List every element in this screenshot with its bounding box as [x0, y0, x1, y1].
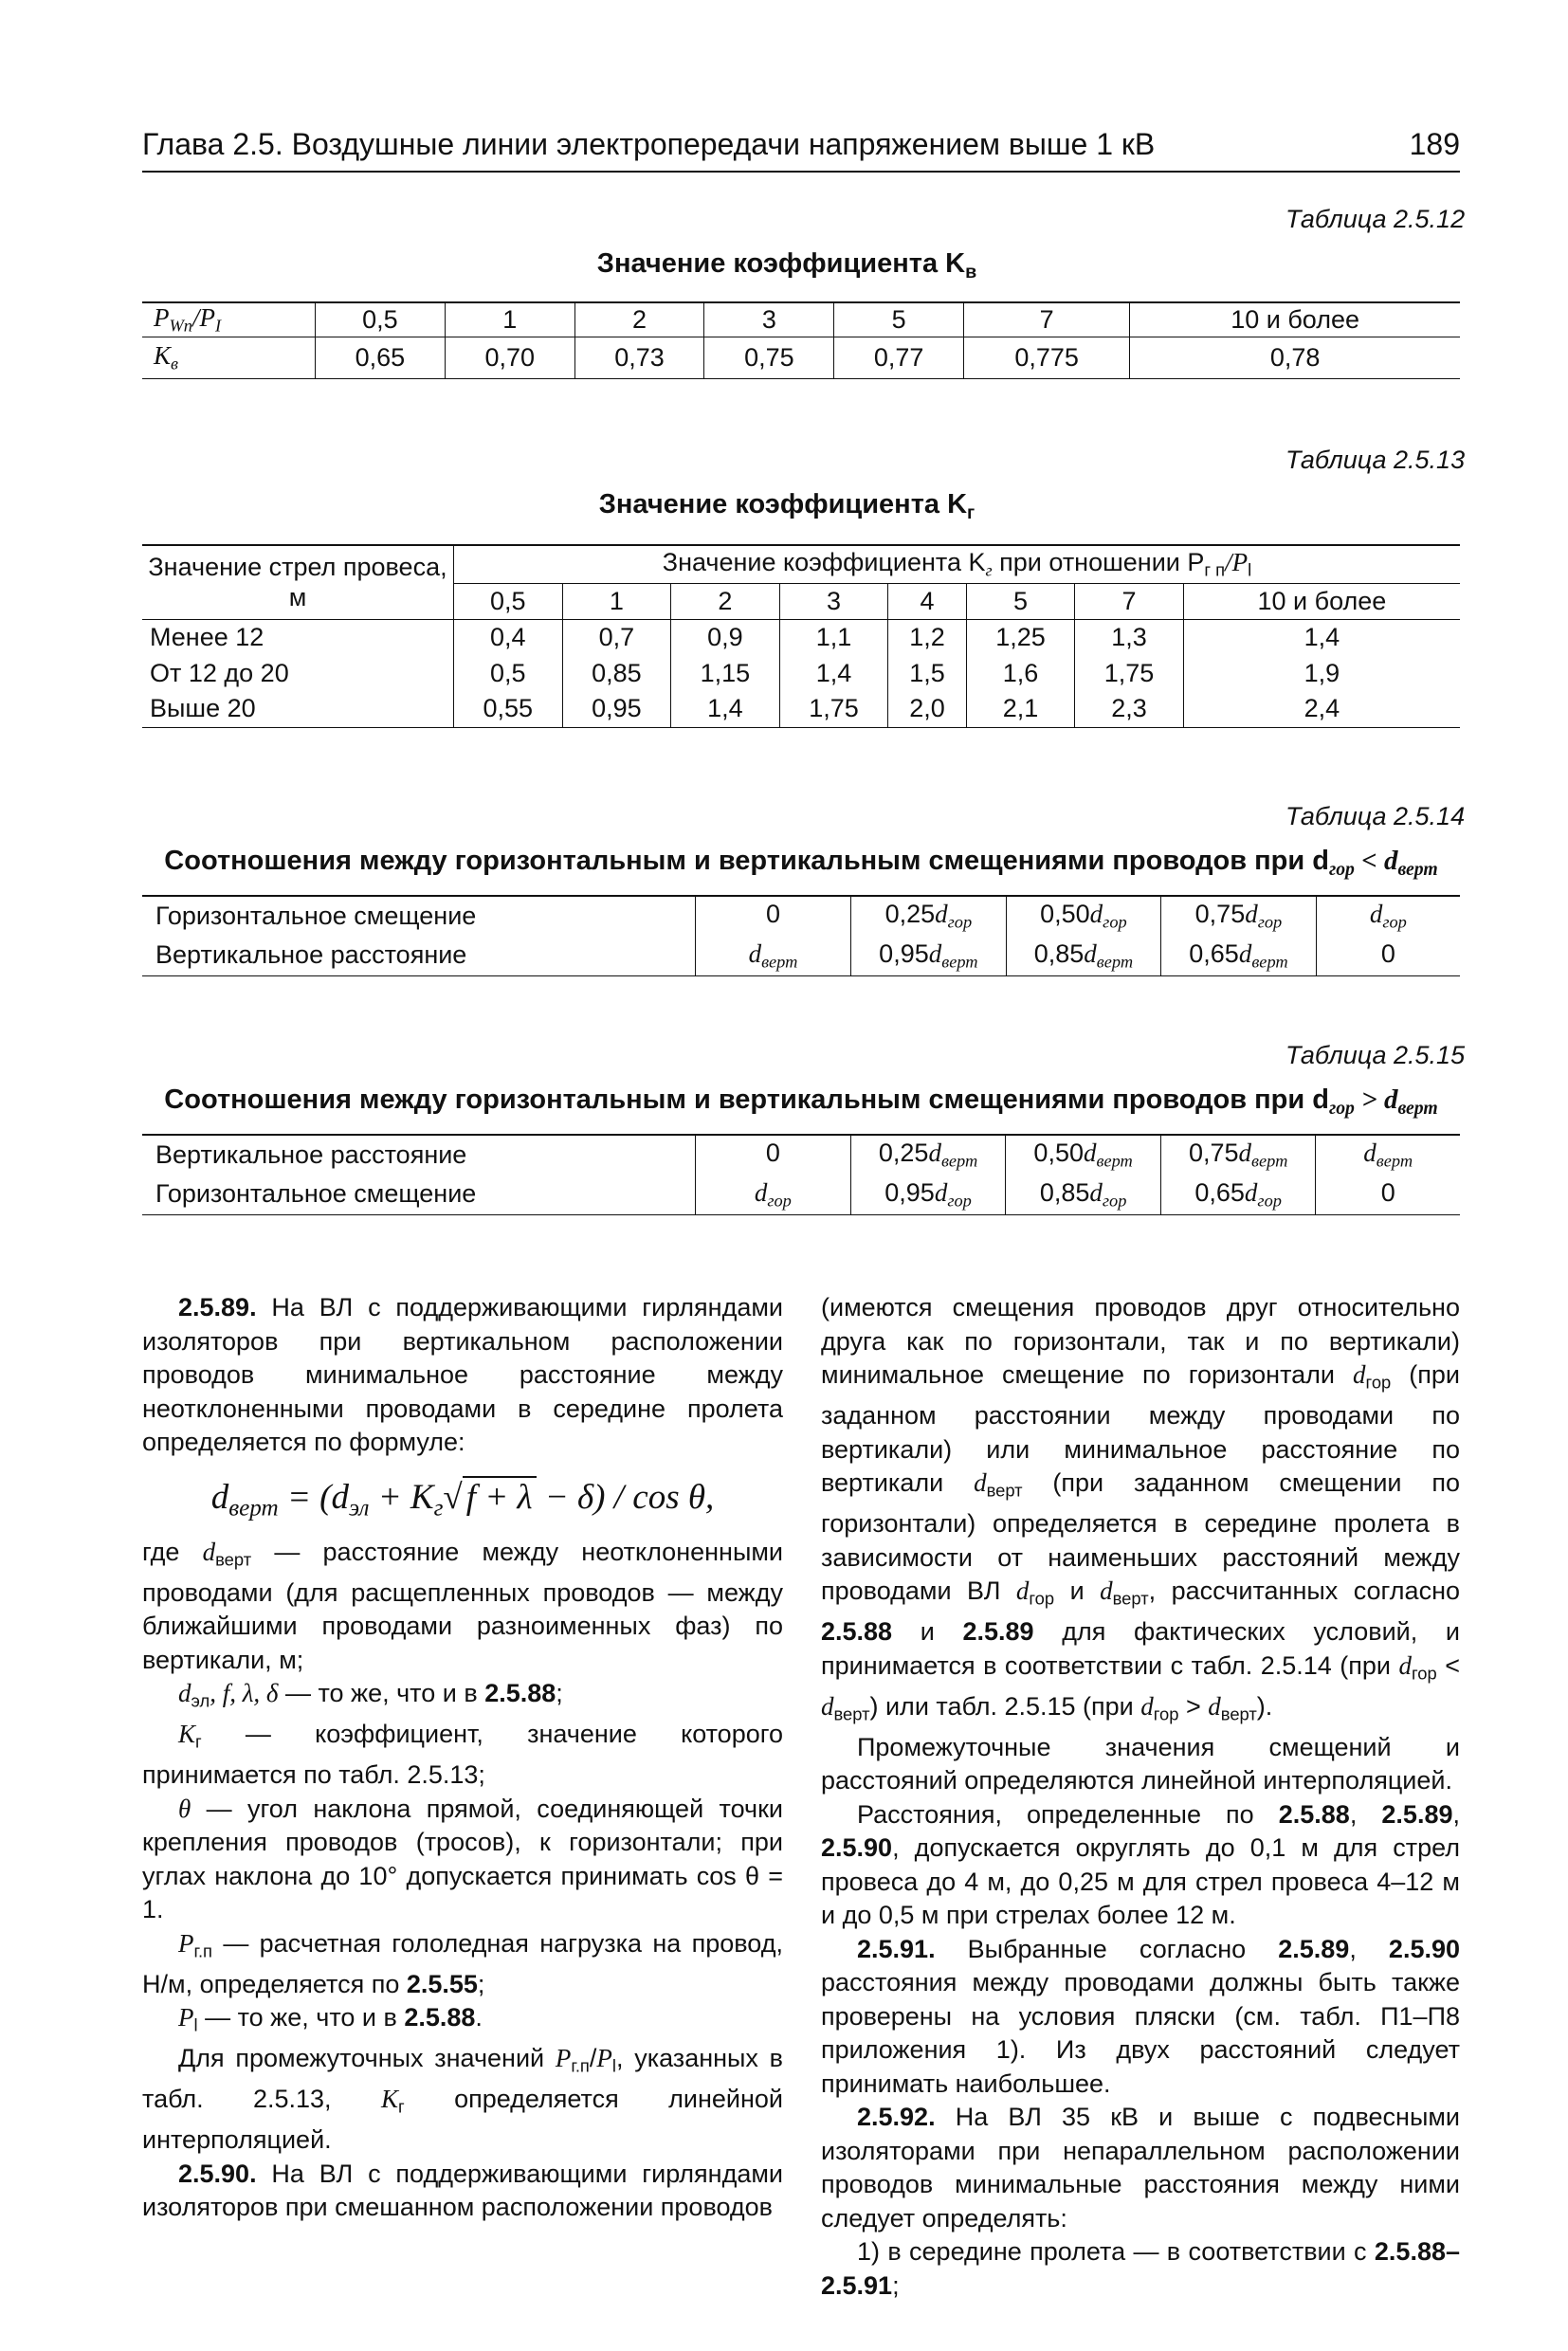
table-15-cell [1006, 1175, 1161, 1214]
group-head-sub: г [985, 560, 993, 580]
var-sub: верт [833, 1704, 870, 1723]
formula-part: + K [369, 1477, 434, 1517]
var: d [1089, 1177, 1103, 1207]
table-15-title-op: > d [1354, 1084, 1398, 1115]
table-13-row-label: Менее 12 [142, 619, 454, 655]
head-sub2: I [214, 316, 222, 336]
text: > [1178, 1691, 1209, 1721]
var-sub: гор [1257, 912, 1283, 932]
table-14-cell [1161, 896, 1317, 936]
clause-number: 2.5.92. [857, 2103, 936, 2131]
var-sub: верт [986, 1480, 1023, 1501]
var-sub: г.п [193, 1941, 212, 1960]
table-13-value-cell: 1,1 [779, 619, 888, 655]
var: d [1100, 1576, 1113, 1605]
text: — расстояние между неотклоненными проводами (для расщепленных проводов — между ближайшими проводами разноименных фаз) по вертикали, м; [142, 1537, 783, 1674]
table-12-label: Таблица 2.5.12 [1285, 205, 1466, 233]
var: d [1398, 1650, 1412, 1680]
text: — коэффициент, значение которого принимается по табл. 2.5.13; [142, 1720, 783, 1789]
table-15-title-sub2: верт [1397, 1097, 1438, 1119]
coef: 0,25 [878, 1139, 929, 1168]
clause-number: 2.5.90. [178, 2159, 257, 2188]
table-13-row [142, 691, 1460, 727]
var-sub: гор [1412, 1663, 1437, 1683]
text: Расстояния, определенные по [857, 1799, 1279, 1829]
var: d [1015, 1576, 1030, 1605]
var: d [202, 1537, 216, 1566]
table-13-value-cell: 1,5 [888, 655, 966, 691]
table-13-group-head [454, 545, 1461, 583]
list-item-1 [821, 2235, 1460, 2303]
var-sub: верт [941, 952, 978, 971]
paragraph-2-5-91 [821, 1933, 1460, 2102]
table-15 [142, 1134, 1460, 1215]
coef: 0,85 [1033, 939, 1085, 968]
text: — расчетная гололедная нагрузка на провод, Н/м, определяется по [142, 1928, 783, 1998]
coef: 0,50 [1033, 1139, 1084, 1168]
head-var: K [154, 340, 172, 370]
table-13-value-cell: 0,5 [454, 655, 563, 691]
table-13-row-label: Выше 20 [142, 691, 454, 727]
table-12-value-cell: 0,78 [1269, 342, 1321, 372]
text: определяется линейной интерполяцией. [142, 2085, 783, 2154]
table-13-value-cell: 2,3 [1075, 691, 1184, 727]
group-head-sub2: г п [1204, 559, 1226, 580]
var: P [178, 2003, 194, 2032]
table-13-value-cell: 1,15 [671, 655, 780, 691]
table-14-row-label: Горизонтальное смещение [142, 896, 695, 936]
table-12-ratio-cell: 1 [445, 302, 574, 337]
table-15-cell [850, 1135, 1006, 1175]
paragraph-2-5-92 [821, 2101, 1460, 2235]
table-13-value-cell: 2,0 [888, 691, 966, 727]
text: (при заданном расстоянии между проводами по вертикали) или минимальное расстояние по вертикали [821, 1360, 1460, 1497]
text: 1) в середине пролета — в соответствии с [857, 2237, 1375, 2266]
formula-sub: эл [349, 1495, 370, 1522]
var-sub: верт [761, 952, 798, 971]
table-15-title-sub1: гор [1328, 1097, 1355, 1119]
var: d [1083, 1139, 1097, 1168]
table-12-row2-head [142, 337, 316, 378]
table-13-row [142, 619, 1460, 655]
table-12-ratio-cell: 0,5 [316, 302, 446, 337]
table-13-sag-head: Значение стрел провеса, м [142, 545, 454, 619]
text: . [475, 2003, 483, 2032]
table-14-cell [695, 896, 850, 936]
var: d [1238, 939, 1252, 968]
var: d [1363, 1139, 1377, 1168]
table-12-ratio-cell: 7 [964, 302, 1130, 337]
vars: , f, λ, δ [210, 1679, 279, 1707]
var-sub: г [397, 2096, 405, 2117]
text: (при заданном смещении по горизонтали) определяется в середине пролета в зависимости от наименьших расстояний между проводами ВЛ [821, 1468, 1461, 1605]
definition-d-vert [142, 1536, 783, 1678]
paragraph-text: На ВЛ 35 кВ и выше с подвесными изоляторами при непараллельном расположении проводов минимальные расстояния между ними следует определять: [821, 2103, 1460, 2233]
paragraph-text: На ВЛ с поддерживающими гирляндами изоляторов при смешанном расположении проводов [142, 2159, 783, 2221]
table-12-title-sub: в [965, 261, 977, 282]
table-13-value-cell: 0,9 [671, 619, 780, 655]
table-15-title-text: Соотношения между горизонтальным и вертикальным смещениями проводов при d [164, 1084, 1329, 1115]
table-13-ratio-cell: 5 [966, 583, 1075, 619]
table-12-ratio-row [142, 302, 1460, 337]
table-15-row-label: Горизонтальное смещение [142, 1175, 695, 1214]
coef: 0,75 [1188, 1139, 1239, 1168]
coef: 0,25 [884, 900, 936, 929]
table-14-title [142, 846, 1460, 881]
table-13-title [521, 489, 1052, 524]
table-13-value-cell: 1,9 [1304, 658, 1340, 687]
table-12-value-cell: 0,73 [574, 337, 704, 378]
var: d [821, 1691, 834, 1721]
definition-k-g [142, 1718, 783, 1793]
var: d [934, 1177, 948, 1207]
var: d [928, 1139, 941, 1168]
definition-theta [142, 1793, 783, 1927]
text: (имеются смещения проводов друг относительно друга как по горизонтали, так и по вертикали) минимальное смещение по горизонтали [821, 1293, 1460, 1389]
var: d [1084, 939, 1097, 968]
table-12 [142, 301, 1460, 379]
var-sub: гор [767, 1191, 792, 1210]
clause-ref: 2.5.88 [1278, 1799, 1350, 1829]
table-13-ratio-cell: 2 [671, 583, 780, 619]
text: Для промежуточных значений [178, 2044, 556, 2072]
table-12-title-text: Значение коэффициента K [596, 248, 966, 279]
table-14-label: Таблица 2.5.14 [1285, 802, 1466, 830]
var: d [748, 939, 762, 968]
table-15-cell [1316, 1135, 1460, 1175]
table-15-cell [1160, 1135, 1316, 1175]
table-15-cell [695, 1175, 850, 1214]
var: P [555, 2044, 572, 2072]
formula-lhs: d [210, 1477, 229, 1517]
clause-ref: 2.5.88 [821, 1617, 893, 1646]
table-15-cell [1316, 1175, 1460, 1214]
paragraph-2-5-90-cont [821, 1291, 1460, 1731]
text: < [1436, 1650, 1460, 1680]
table-12-ratio-cell: 10 и более [1231, 304, 1360, 334]
text-column-left [142, 1291, 783, 2225]
var-sub: г.п [571, 2055, 590, 2076]
table-14-cell [1006, 936, 1161, 975]
clause-ref: 2.5.89 [1278, 1934, 1350, 1963]
table-15-row-label: Вертикальное расстояние [142, 1135, 695, 1175]
text: , [1349, 1934, 1389, 1963]
table-13-value-cell: 1,4 [779, 655, 888, 691]
text: , указанных в табл. 2.5.13, [142, 2044, 783, 2113]
table-13-value-cell: 0,7 [562, 619, 671, 655]
table-14-title-op: < d [1354, 846, 1398, 876]
var: d [1245, 900, 1258, 929]
coef: 0,85 [1039, 1177, 1090, 1207]
table-12-value-cell: 0,65 [316, 337, 446, 378]
table-14-cell [1316, 896, 1460, 936]
paragraph-2-5-90 [142, 2158, 783, 2225]
interpolation-paragraph: Промежуточные значения смещений и расстояний определяются линейной интерполяцией. [821, 1732, 1460, 1795]
table-12-value-cell: 0,77 [834, 337, 964, 378]
table-13-value-cell: 1,75 [779, 691, 888, 727]
table-15-title [142, 1084, 1460, 1120]
table-15-cell [695, 1135, 850, 1175]
text: и [892, 1617, 963, 1646]
text: / [589, 2044, 597, 2072]
var-sub: гор [1257, 1191, 1282, 1210]
formula-tail: − δ) / cos θ, [536, 1477, 715, 1517]
var: P [596, 2044, 612, 2072]
var-sub: l [193, 2014, 198, 2035]
group-head-sub3: l [1248, 559, 1252, 580]
table-12-ratio-cell: 5 [834, 302, 964, 337]
clause-ref: 2.5.89 [1381, 1799, 1453, 1829]
coef: 0 [1380, 939, 1395, 968]
coef: 0,75 [1194, 900, 1246, 929]
table-13-ratio-cell: 7 [1075, 583, 1184, 619]
definition-p-l [142, 2001, 783, 2042]
formula [142, 1460, 783, 1536]
clause-number: 2.5.89. [178, 1293, 257, 1321]
var-sub: верт [215, 1549, 252, 1569]
clause-ref: 2.5.55 [406, 1969, 478, 1998]
table-14-title-sub2: верт [1397, 858, 1438, 880]
text: — то же, что и в [278, 1679, 485, 1707]
page-header [142, 121, 1460, 173]
table-14 [142, 895, 1460, 976]
head-mid: /P [191, 303, 215, 332]
table-13-value-cell: 0,55 [454, 691, 563, 727]
clause-ref: 2.5.88–2.5.91 [821, 2237, 1460, 2300]
var-sub: верт [1376, 1151, 1413, 1171]
table-12-value-cell: 0,75 [704, 337, 834, 378]
coef: 0 [1380, 1177, 1395, 1207]
table-14-cell [1006, 896, 1161, 936]
var: d [1140, 1691, 1154, 1721]
group-head-tail2: /P [1225, 548, 1249, 576]
table-14-cell [851, 896, 1007, 936]
table-14-row-label: Вертикальное расстояние [142, 936, 695, 975]
table-13-value-cell: 1,25 [966, 619, 1075, 655]
text: — угол наклона прямой, соединяющей точки крепления проводов (тросов), к горизонтали; при углах наклона до 10° допускается принимать cos θ = 1. [142, 1794, 783, 1923]
table-13-row-label: От 12 до 20 [142, 655, 454, 691]
clause-ref: 2.5.88 [484, 1679, 556, 1707]
table-13-value-cell: 0,4 [454, 619, 563, 655]
table-13-value-cell: 1,4 [1304, 622, 1340, 651]
coef: 0 [765, 900, 780, 929]
var-sub: гор [1102, 1191, 1127, 1210]
table-12-value-row [142, 337, 1460, 378]
text: для фактических условий, и принимается в соответствии с табл. 2.5.14 (при [821, 1617, 1460, 1680]
table-14-title-sub1: гор [1328, 858, 1355, 880]
t15-row1 [142, 1135, 1460, 1175]
table-13-ratio-cell: 10 и более [1257, 586, 1387, 615]
var: P [178, 1928, 194, 1958]
table-12-title [521, 248, 1052, 283]
formula-part: = (d [278, 1477, 349, 1517]
table-13-value-cell: 2,4 [1304, 694, 1340, 723]
var-sub: верт [940, 1151, 978, 1171]
var-sub: гор [1029, 1588, 1055, 1609]
coef: 0,50 [1040, 900, 1090, 929]
var-sub: гор [947, 912, 973, 932]
var-sub: гор [947, 1191, 972, 1210]
table-15-cell [1160, 1175, 1316, 1214]
coef: 0 [765, 1139, 780, 1168]
text: , [1349, 1799, 1382, 1829]
table-14-cell [695, 936, 850, 975]
table-13-value-cell: 0,85 [562, 655, 671, 691]
var-sub: гор [1153, 1704, 1179, 1723]
table-13-value-cell: 1,6 [966, 655, 1075, 691]
formula-lhs-sub: верт [228, 1495, 279, 1522]
var-sub: верт [1096, 952, 1134, 971]
var-sub: верт [1220, 1704, 1257, 1723]
text: , допускается округлять до 0,1 м для стрел провеса до 4 м, до 0,25 м для стрел провеса 4–12 м и до 0,5 м при стрелах более 12 м. [821, 1833, 1460, 1929]
table-13 [142, 544, 1460, 728]
paragraph-2-5-89 [142, 1291, 783, 1460]
table-13-value-cell: 0,95 [562, 691, 671, 727]
clause-ref: 2.5.88 [404, 2003, 476, 2032]
var-sub: гор [1103, 912, 1127, 932]
text: и [1054, 1576, 1101, 1605]
text: ; [477, 1969, 485, 1998]
text: расстояния между проводами должны быть также проверены на условия пляски (см. табл. П1–П8 приложения 1). Из двух расстояний следует принимать наибольшее. [821, 1968, 1460, 2098]
text: ; [892, 2270, 900, 2300]
t15-row2 [142, 1175, 1460, 1214]
var: d [1208, 1691, 1221, 1721]
table-12-value-cell: 0,70 [445, 337, 574, 378]
var-sub: г [195, 1731, 202, 1752]
table-13-ratio-cell: 0,5 [454, 583, 563, 619]
formula-sub: г [433, 1495, 444, 1522]
var-sub: гор [1382, 912, 1407, 932]
head-sub: в [171, 354, 178, 374]
group-head-text: Значение коэффициента K [662, 548, 986, 576]
clause-ref: 2.5.90 [821, 1833, 893, 1862]
table-13-head-row-1 [142, 545, 1460, 583]
table-13-value-cell: 1,75 [1075, 655, 1184, 691]
table-14-cell [1161, 936, 1317, 975]
table-14-title-text: Соотношения между горизонтальным и вертикальным смещениями проводов при d [164, 846, 1329, 876]
var: d [754, 1177, 768, 1207]
coef: 0,95 [884, 1177, 935, 1207]
table-15-label: Таблица 2.5.15 [1285, 1041, 1466, 1069]
var: d [1238, 1139, 1252, 1168]
table-14-cell [851, 936, 1007, 975]
var-sub: гор [1365, 1372, 1392, 1393]
table-15-cell [850, 1175, 1006, 1214]
var: d [178, 1679, 191, 1707]
var: d [1089, 900, 1103, 929]
head-var: P [154, 303, 170, 332]
var: d [1369, 900, 1383, 929]
table-13-ratio-cell: 3 [779, 583, 888, 619]
table-13-title-text: Значение коэффициента K [598, 489, 968, 519]
text: ) или табл. 2.5.15 (при [869, 1691, 1141, 1721]
text: , [1452, 1799, 1460, 1829]
clause-ref: 2.5.89 [962, 1617, 1034, 1646]
text-column-right [821, 1291, 1460, 2303]
table-13-value-cell: 1,3 [1075, 619, 1184, 655]
definition-d-el [142, 1677, 783, 1718]
var: d [1244, 1177, 1258, 1207]
table-13-value-cell: 1,2 [888, 619, 966, 655]
var-sub: эл [191, 1690, 210, 1711]
var-sub: верт [1251, 952, 1288, 971]
table-12-value-cell: 0,775 [964, 337, 1130, 378]
coef: 0,95 [879, 939, 929, 968]
definition-p-gp [142, 1927, 783, 2002]
chapter-title: Глава 2.5. Воздушные линии электропередачи напряжением выше 1 кВ [142, 127, 1156, 161]
clause-ref: 2.5.90 [1388, 1934, 1460, 1963]
var: d [974, 1468, 987, 1497]
text: ; [556, 1679, 563, 1707]
var-sub: верт [1112, 1588, 1149, 1609]
text: ). [1256, 1691, 1273, 1721]
table-13-value-cell: 2,1 [966, 691, 1075, 727]
table-13-row [142, 655, 1460, 691]
table-14-cell [1316, 936, 1460, 975]
table-15-cell [1006, 1135, 1161, 1175]
text: Выбранные согласно [935, 1934, 1279, 1963]
table-13-value-cell: 1,4 [671, 691, 780, 727]
table-12-row1-head [142, 302, 316, 337]
sqrt-sign: √ [443, 1477, 463, 1517]
formula-radicand: f + λ [463, 1476, 537, 1517]
var: d [935, 900, 948, 929]
t14-row2 [142, 936, 1460, 975]
var: θ [178, 1794, 191, 1823]
table-12-ratio-cell: 3 [704, 302, 834, 337]
text: — то же, что и в [197, 2003, 405, 2032]
rounding-paragraph [821, 1798, 1460, 1933]
group-head-tail: при отношении P [992, 548, 1205, 576]
table-13-ratio-cell: 4 [888, 583, 966, 619]
page-number: 189 [1409, 127, 1460, 161]
paragraph-text: На ВЛ с поддерживающими гирляндами изоляторов при вертикальном расположении проводов минимальное расстояние между неотклоненными проводами в середине пролета определяется по формуле: [142, 1293, 783, 1456]
interpolation-note [142, 2042, 783, 2158]
coef: 0,65 [1189, 939, 1239, 968]
table-13-title-sub: г [967, 501, 975, 523]
coef: 0,65 [1194, 1177, 1245, 1207]
head-sub: Wп [169, 316, 192, 336]
var: K [178, 1720, 196, 1748]
var-sub: l [611, 2055, 616, 2076]
var-sub: верт [1251, 1151, 1288, 1171]
var: K [380, 2085, 398, 2113]
t14-row1 [142, 896, 1460, 936]
clause-number: 2.5.91. [857, 1934, 936, 1963]
var: d [1353, 1360, 1366, 1389]
table-13-ratio-cell: 1 [562, 583, 671, 619]
var-sub: верт [1096, 1151, 1133, 1171]
text: , рассчитанных согласно [1148, 1576, 1460, 1605]
text: где [142, 1537, 203, 1566]
table-12-ratio-cell: 2 [574, 302, 704, 337]
var: d [928, 939, 942, 968]
table-13-label: Таблица 2.5.13 [1285, 446, 1466, 474]
